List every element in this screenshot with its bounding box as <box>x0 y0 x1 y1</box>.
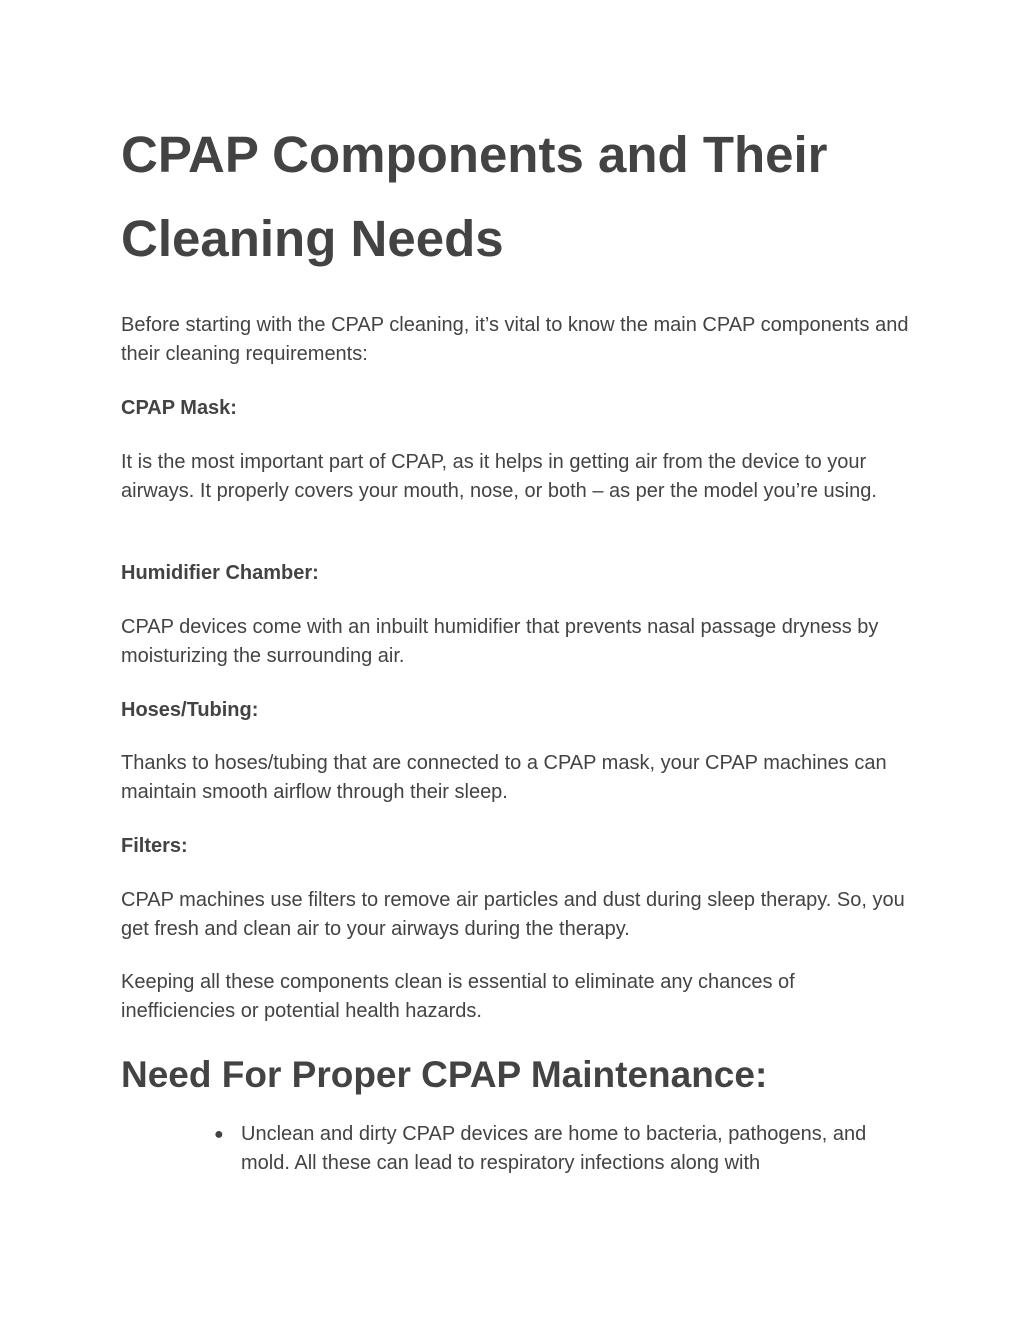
section-label-cpap-mask: CPAP Mask: <box>121 397 237 419</box>
page-title: CPAP Components and Their Cleaning Needs <box>121 126 828 267</box>
list-item <box>209 1120 899 1178</box>
section-text-cpap-mask: It is the most important part of CPAP, as it helps in getting air from the device to your airways. It properly covers your mouth, nose, or both – as per the model you’re using. <box>121 451 877 502</box>
section-heading-maintenance: Need For Proper CPAP Maintenance: <box>121 1054 768 1095</box>
bullet-dot-icon: ● <box>214 1126 224 1143</box>
section-label-humidifier-chamber: Humidifier Chamber: <box>121 562 319 584</box>
closing-paragraph: Keeping all these components clean is essential to eliminate any chances of inefficiencies or potential health hazards. <box>121 971 795 1022</box>
section-label-filters: Filters: <box>121 835 188 857</box>
maintenance-bullet-list <box>209 1120 899 1178</box>
list-item-text: Unclean and dirty CPAP devices are home to bacteria, pathogens, and mold. All these can lead to respiratory infections along with <box>241 1123 867 1174</box>
section-text-humidifier-chamber: CPAP devices come with an inbuilt humidifier that prevents nasal passage dryness by moisturizing the surrounding air. <box>121 616 879 667</box>
section-label-hoses-tubing: Hoses/Tubing: <box>121 699 259 721</box>
intro-paragraph: Before starting with the CPAP cleaning, it’s vital to know the main CPAP components and their cleaning requirements: <box>121 314 909 365</box>
section-text-filters: CPAP machines use filters to remove air particles and dust during sleep therapy. So, you get fresh and clean air to your airways during the therapy. <box>121 889 905 940</box>
section-text-hoses-tubing: Thanks to hoses/tubing that are connected to a CPAP mask, your CPAP machines can maintain smooth airflow through their sleep. <box>121 752 887 803</box>
